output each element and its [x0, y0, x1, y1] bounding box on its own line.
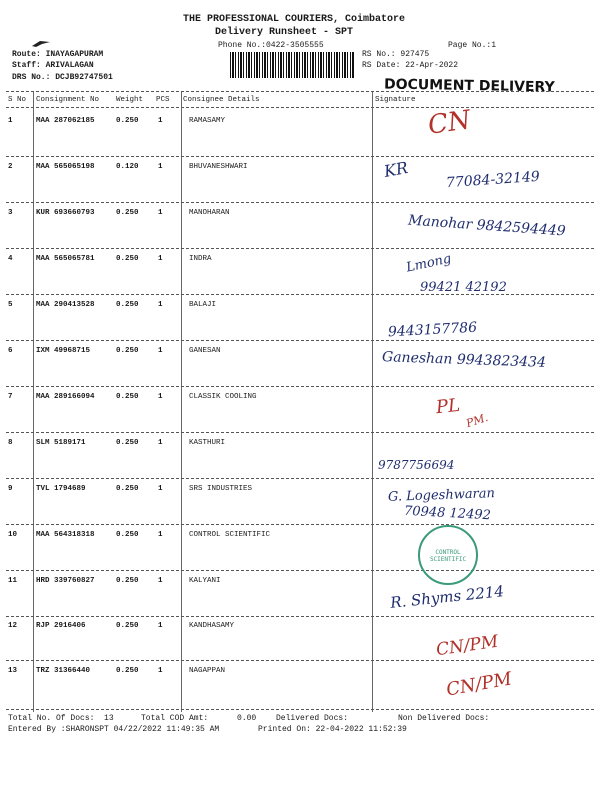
row-pcs: 1	[158, 439, 163, 447]
row-consignment: RJP 2916406	[36, 622, 86, 630]
row-sno: 3	[8, 209, 13, 217]
row-consignee: KASTHURI	[189, 439, 226, 447]
seal-text: CONTROL SCIENTIFIC	[429, 549, 467, 563]
row-weight: 0.250	[116, 622, 139, 630]
logo-bird-icon	[32, 40, 50, 48]
row-pcs: 1	[158, 622, 163, 630]
row-pcs: 1	[158, 485, 163, 493]
row-sno: 7	[8, 393, 13, 401]
row-divider	[6, 709, 594, 710]
route-label: Route: INAYAGAPURAM	[12, 50, 104, 59]
row-sno: 6	[8, 347, 13, 355]
signature-2a: KR	[382, 158, 410, 181]
row-sno: 9	[8, 485, 13, 493]
signature-4a: Lmong	[404, 251, 453, 276]
signature-2b: 77084-32149	[445, 168, 541, 192]
row-pcs: 1	[158, 163, 163, 171]
row-consignment: TVL 1794689	[36, 485, 86, 493]
col-weight: Weight	[116, 96, 144, 104]
row-consignment: KUR 693660793	[36, 209, 95, 217]
row-sno: 11	[8, 577, 18, 585]
row-consignee: KALYANI	[189, 577, 221, 585]
row-weight: 0.120	[116, 163, 139, 171]
row-consignee: CONTROL SCIENTIFIC	[189, 531, 271, 539]
row-pcs: 1	[158, 209, 163, 217]
row-weight: 0.250	[116, 209, 139, 217]
row-divider	[6, 616, 594, 617]
signature-5: 9443157786	[387, 319, 478, 341]
company-name: THE PROFESSIONAL COURIERS, Coimbatore	[183, 14, 406, 25]
row-weight: 0.250	[116, 577, 139, 585]
row-weight: 0.250	[116, 301, 139, 309]
signature-4b: 99421 42192	[420, 280, 507, 295]
col-signature: Signature	[375, 96, 416, 104]
total-cod: Total COD Amt: 0.00	[141, 714, 257, 723]
row-divider	[6, 524, 594, 525]
row-divider	[6, 340, 594, 341]
signature-12: CN/PM	[434, 631, 500, 661]
signature-9a: G. Logeshwaran	[387, 486, 496, 505]
staff-label: Staff: ARIVALAGAN	[12, 61, 94, 70]
total-docs: Total No. Of Docs: 13	[8, 714, 114, 723]
row-divider	[6, 478, 594, 479]
signature-7a: PL	[434, 394, 462, 419]
row-consignee: SRS INDUSTRIES	[189, 485, 253, 493]
row-pcs: 1	[158, 117, 163, 125]
document-delivery-stamp: DOCUMENT DELIVERY	[383, 76, 555, 96]
row-divider	[6, 156, 594, 157]
row-pcs: 1	[158, 577, 163, 585]
row-divider	[6, 660, 594, 661]
signature-11: R. Shyms 2214	[389, 582, 505, 612]
signature-3: Manohar 9842594449	[407, 212, 567, 240]
row-sno: 2	[8, 163, 13, 171]
signature-9b: 70948 12492	[403, 503, 492, 524]
row-consignment: MAA 287062185	[36, 117, 95, 125]
row-sno: 1	[8, 117, 13, 125]
col-sno: S No	[8, 96, 27, 104]
row-divider	[6, 386, 594, 387]
delivered-docs: Delivered Docs:	[276, 714, 349, 723]
row-consignee: BALAJI	[189, 301, 217, 309]
row-consignment: SLM 5189171	[36, 439, 86, 447]
row-consignment: MAA 290413528	[36, 301, 95, 309]
row-sno: 13	[8, 667, 18, 675]
row-weight: 0.250	[116, 393, 139, 401]
signature-6: Ganeshan 9943823434	[381, 349, 547, 371]
row-pcs: 1	[158, 531, 163, 539]
row-consignment: IXM 49968715	[36, 347, 91, 355]
row-weight: 0.250	[116, 347, 139, 355]
row-divider	[6, 202, 594, 203]
row-consignee: INDRA	[189, 255, 212, 263]
drs-number: DRS No.: DCJB92747501	[12, 73, 113, 82]
row-divider	[6, 432, 594, 433]
row-consignment: MAA 564318318	[36, 531, 95, 539]
row-consignee: GANESAN	[189, 347, 221, 355]
row-pcs: 1	[158, 347, 163, 355]
row-consignee: RAMASAMY	[189, 117, 226, 125]
phone-number: Phone No.:0422-3505555	[218, 41, 324, 50]
row-sno: 4	[8, 255, 13, 263]
rs-date: RS Date: 22-Apr-2022	[362, 61, 459, 70]
column-rule	[372, 92, 373, 712]
row-consignment: MAA 565065198	[36, 163, 95, 171]
header-bottom-line	[6, 107, 594, 108]
printed-on: Printed On: 22-04-2022 11:52:39	[258, 725, 407, 734]
row-consignee: BHUVANESHWARI	[189, 163, 248, 171]
row-consignee: CLASSIK COOLING	[189, 393, 257, 401]
row-sno: 8	[8, 439, 13, 447]
row-consignment: HRD 339760827	[36, 577, 95, 585]
row-consignment: MAA 289166094	[36, 393, 95, 401]
header-top-line	[6, 91, 594, 92]
row-sno: 5	[8, 301, 13, 309]
row-divider	[6, 570, 594, 571]
row-pcs: 1	[158, 255, 163, 263]
row-weight: 0.250	[116, 255, 139, 263]
row-pcs: 1	[158, 301, 163, 309]
page-number: Page No.:1	[448, 41, 497, 50]
row-consignee: NAGAPPAN	[189, 667, 226, 675]
row-sno: 12	[8, 622, 18, 630]
signature-8: 9787756694	[378, 458, 455, 472]
column-rule	[181, 92, 182, 712]
row-divider	[6, 248, 594, 249]
row-pcs: 1	[158, 393, 163, 401]
row-weight: 0.250	[116, 531, 139, 539]
company-seal-stamp	[418, 525, 478, 585]
row-consignment: MAA 565065781	[36, 255, 95, 263]
col-pcs: PCS	[156, 96, 170, 104]
row-sno: 10	[8, 531, 18, 539]
row-weight: 0.250	[116, 485, 139, 493]
row-consignee: KANDHASAMY	[189, 622, 235, 630]
signature-1: CN	[426, 105, 473, 141]
row-pcs: 1	[158, 667, 163, 675]
barcode	[230, 52, 355, 78]
col-consignee: Consignee Details	[183, 96, 260, 104]
runsheet-title: Delivery Runsheet - SPT	[215, 27, 354, 38]
row-consignee: MANOHARAN	[189, 209, 230, 217]
row-consignment: TRZ 31366440	[36, 667, 91, 675]
row-weight: 0.250	[116, 667, 139, 675]
entered-by: Entered By :SHARONSPT 04/22/2022 11:49:35 AM	[8, 725, 220, 734]
non-delivered-docs: Non Delivered Docs:	[398, 714, 490, 723]
row-weight: 0.250	[116, 117, 139, 125]
signature-7b: PM.	[464, 410, 490, 431]
row-weight: 0.250	[116, 439, 139, 447]
rs-number: RS No.: 927475	[362, 50, 430, 59]
column-rule	[33, 92, 34, 712]
signature-13: CN/PM	[444, 668, 514, 701]
col-consignment: Consignment No	[36, 96, 100, 104]
